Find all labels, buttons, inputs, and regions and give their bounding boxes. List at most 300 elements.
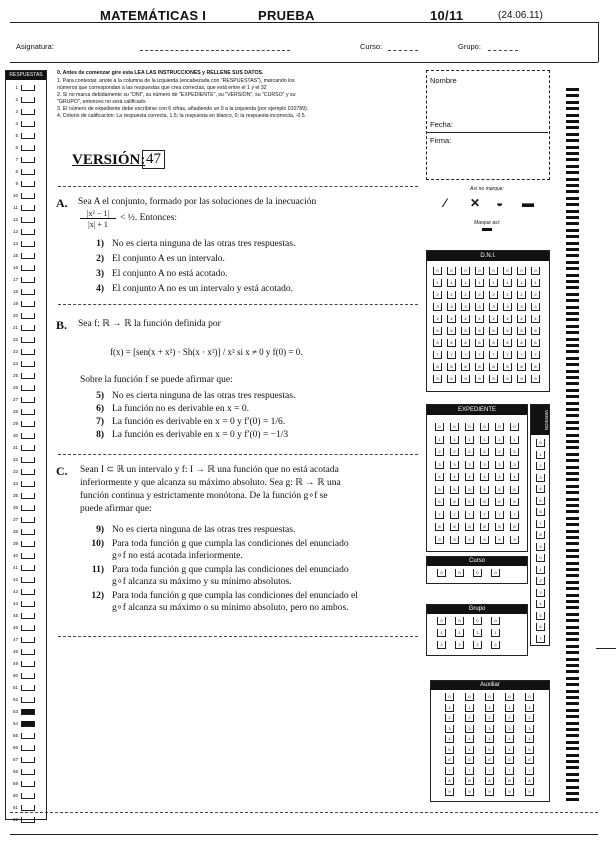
- auxiliar-bubble[interactable]: 8: [525, 777, 534, 785]
- response-box[interactable]: [21, 397, 35, 403]
- response-box[interactable]: [21, 697, 35, 703]
- dni-bubble[interactable]: 6: [475, 339, 484, 347]
- auxiliar-bubble[interactable]: 9: [465, 788, 474, 796]
- auxiliar-bubble[interactable]: 5: [505, 746, 514, 754]
- dni-bubble[interactable]: 3: [447, 303, 456, 311]
- grupo-bubble[interactable]: 1: [491, 629, 500, 637]
- version-bubble[interactable]: 2: [536, 462, 545, 470]
- dni-bubble[interactable]: 6: [461, 339, 470, 347]
- dni-bubble[interactable]: 1: [475, 279, 484, 287]
- response-row[interactable]: [8, 490, 44, 502]
- response-row[interactable]: [8, 202, 44, 214]
- dni-bubble[interactable]: 0: [475, 267, 484, 275]
- auxiliar-bubble[interactable]: 4: [485, 735, 494, 743]
- response-row[interactable]: [8, 226, 44, 238]
- auxiliar-bubble[interactable]: 7: [485, 767, 494, 775]
- dni-bubble[interactable]: 9: [531, 375, 540, 383]
- response-row[interactable]: [8, 334, 44, 346]
- version-bubble[interactable]: 7: [536, 520, 545, 528]
- version-bubble[interactable]: 0: [536, 554, 545, 562]
- dni-bubble[interactable]: 5: [531, 327, 540, 335]
- response-row[interactable]: [8, 382, 44, 394]
- auxiliar-bubble[interactable]: 8: [485, 777, 494, 785]
- dni-bubble[interactable]: 2: [489, 291, 498, 299]
- dni-bubble[interactable]: 0: [531, 267, 540, 275]
- dni-bubble[interactable]: 6: [517, 339, 526, 347]
- response-box[interactable]: [21, 517, 35, 523]
- dni-bubble[interactable]: 9: [503, 375, 512, 383]
- expediente-bubble[interactable]: 3: [465, 461, 474, 469]
- expediente-bubble[interactable]: 7: [465, 511, 474, 519]
- expediente-bubble[interactable]: 5: [450, 486, 459, 494]
- auxiliar-bubble[interactable]: 9: [525, 788, 534, 796]
- dni-bubble[interactable]: 9: [489, 375, 498, 383]
- grupo-bubble[interactable]: 0: [473, 617, 482, 625]
- expediente-bubble[interactable]: 9: [480, 536, 489, 544]
- response-box[interactable]: [21, 505, 35, 511]
- version-bubble[interactable]: 3: [536, 589, 545, 597]
- response-row[interactable]: [8, 742, 44, 754]
- dni-bubble[interactable]: 5: [517, 327, 526, 335]
- response-box[interactable]: [21, 301, 35, 307]
- dni-bubble[interactable]: 8: [475, 363, 484, 371]
- expediente-bubble[interactable]: 5: [510, 486, 519, 494]
- expediente-bubble[interactable]: 1: [510, 436, 519, 444]
- response-box[interactable]: [21, 817, 35, 823]
- auxiliar-bubble[interactable]: 7: [445, 767, 454, 775]
- curso-bubble[interactable]: 0: [437, 569, 446, 577]
- dni-bubble[interactable]: 3: [517, 303, 526, 311]
- expediente-bubble[interactable]: 7: [450, 511, 459, 519]
- expediente-bubble[interactable]: 1: [450, 436, 459, 444]
- dni-bubble[interactable]: 7: [531, 351, 540, 359]
- auxiliar-bubble[interactable]: 1: [465, 704, 474, 712]
- response-box[interactable]: [21, 373, 35, 379]
- dni-bubble[interactable]: 9: [517, 375, 526, 383]
- expediente-bubble[interactable]: 8: [450, 523, 459, 531]
- expediente-bubble[interactable]: 3: [510, 461, 519, 469]
- dni-bubble[interactable]: 5: [503, 327, 512, 335]
- response-box[interactable]: [21, 445, 35, 451]
- dni-bubble[interactable]: 4: [461, 315, 470, 323]
- grupo-bubble[interactable]: 1: [437, 629, 446, 637]
- auxiliar-bubble[interactable]: 4: [445, 735, 454, 743]
- response-box[interactable]: [21, 757, 35, 763]
- expediente-bubble[interactable]: 3: [435, 461, 444, 469]
- auxiliar-bubble[interactable]: 8: [465, 777, 474, 785]
- expediente-bubble[interactable]: 7: [495, 511, 504, 519]
- auxiliar-bubble[interactable]: 9: [505, 788, 514, 796]
- response-box[interactable]: [21, 109, 35, 115]
- response-box[interactable]: [21, 769, 35, 775]
- version-bubble[interactable]: 9: [536, 543, 545, 551]
- response-row[interactable]: [8, 610, 44, 622]
- dni-bubble[interactable]: 8: [433, 363, 442, 371]
- expediente-bubble[interactable]: 9: [510, 536, 519, 544]
- auxiliar-bubble[interactable]: 2: [525, 714, 534, 722]
- expediente-bubble[interactable]: 6: [465, 498, 474, 506]
- version-bubble[interactable]: 5: [536, 612, 545, 620]
- response-box[interactable]: [21, 277, 35, 283]
- dni-bubble[interactable]: 3: [461, 303, 470, 311]
- expediente-bubble[interactable]: 6: [510, 498, 519, 506]
- expediente-bubble[interactable]: 7: [435, 511, 444, 519]
- response-box[interactable]: [21, 601, 35, 607]
- response-row[interactable]: [8, 694, 44, 706]
- dni-bubble[interactable]: 1: [503, 279, 512, 287]
- expediente-bubble[interactable]: 7: [510, 511, 519, 519]
- response-box[interactable]: [21, 313, 35, 319]
- dni-bubble[interactable]: 8: [517, 363, 526, 371]
- dni-bubble[interactable]: 3: [489, 303, 498, 311]
- dni-bubble[interactable]: 0: [447, 267, 456, 275]
- response-box[interactable]: [21, 133, 35, 139]
- dni-bubble[interactable]: 8: [489, 363, 498, 371]
- curso-bubble[interactable]: 0: [455, 569, 464, 577]
- auxiliar-bubble[interactable]: 8: [445, 777, 454, 785]
- response-row[interactable]: [8, 562, 44, 574]
- dni-bubble[interactable]: 3: [433, 303, 442, 311]
- response-row[interactable]: [8, 394, 44, 406]
- dni-bubble[interactable]: 0: [517, 267, 526, 275]
- grupo-bubble[interactable]: 1: [455, 629, 464, 637]
- dni-bubble[interactable]: 3: [531, 303, 540, 311]
- dni-bubble[interactable]: 1: [447, 279, 456, 287]
- version-bubble[interactable]: 6: [536, 508, 545, 516]
- expediente-bubble[interactable]: 0: [450, 423, 459, 431]
- version-bubble[interactable]: 1: [536, 451, 545, 459]
- expediente-bubble[interactable]: 1: [465, 436, 474, 444]
- dni-bubble[interactable]: 6: [447, 339, 456, 347]
- grupo-bubble[interactable]: 0: [491, 617, 500, 625]
- dni-bubble[interactable]: 2: [475, 291, 484, 299]
- response-row[interactable]: [8, 370, 44, 382]
- auxiliar-bubble[interactable]: 5: [445, 746, 454, 754]
- auxiliar-bubble[interactable]: 6: [525, 756, 534, 764]
- auxiliar-bubble[interactable]: 5: [525, 746, 534, 754]
- expediente-bubble[interactable]: 2: [480, 448, 489, 456]
- dni-bubble[interactable]: 8: [531, 363, 540, 371]
- version-bubble[interactable]: 1: [536, 566, 545, 574]
- expediente-bubble[interactable]: 0: [510, 423, 519, 431]
- grupo-bubble[interactable]: 2: [437, 641, 446, 649]
- version-bubble[interactable]: 6: [536, 623, 545, 631]
- dni-bubble[interactable]: 4: [447, 315, 456, 323]
- dni-bubble[interactable]: 5: [475, 327, 484, 335]
- response-box[interactable]: [21, 229, 35, 235]
- auxiliar-bubble[interactable]: 1: [525, 704, 534, 712]
- version-bubble[interactable]: 2: [536, 577, 545, 585]
- response-row[interactable]: [8, 790, 44, 802]
- auxiliar-bubble[interactable]: 2: [505, 714, 514, 722]
- dni-bubble[interactable]: 6: [503, 339, 512, 347]
- dni-bubble[interactable]: 0: [503, 267, 512, 275]
- version-bubble[interactable]: 8: [536, 531, 545, 539]
- response-box[interactable]: [21, 361, 35, 367]
- expediente-bubble[interactable]: 5: [480, 486, 489, 494]
- grupo-bubble[interactable]: 2: [491, 641, 500, 649]
- response-row[interactable]: [8, 298, 44, 310]
- version-bubble[interactable]: 4: [536, 600, 545, 608]
- dni-bubble[interactable]: 5: [433, 327, 442, 335]
- expediente-bubble[interactable]: 4: [465, 473, 474, 481]
- response-box[interactable]: [21, 793, 35, 799]
- dni-bubble[interactable]: 4: [517, 315, 526, 323]
- auxiliar-bubble[interactable]: 2: [485, 714, 494, 722]
- response-row[interactable]: [8, 94, 44, 106]
- auxiliar-bubble[interactable]: 9: [485, 788, 494, 796]
- response-box[interactable]: [21, 589, 35, 595]
- auxiliar-bubble[interactable]: 5: [465, 746, 474, 754]
- response-box[interactable]: [21, 649, 35, 655]
- expediente-bubble[interactable]: 6: [495, 498, 504, 506]
- response-box[interactable]: [21, 565, 35, 571]
- response-row[interactable]: [8, 814, 44, 826]
- response-row[interactable]: [8, 262, 44, 274]
- expediente-bubble[interactable]: 6: [480, 498, 489, 506]
- response-box[interactable]: [21, 625, 35, 631]
- expediente-bubble[interactable]: 3: [480, 461, 489, 469]
- response-box[interactable]: [21, 745, 35, 751]
- response-row[interactable]: [8, 574, 44, 586]
- dni-bubble[interactable]: 4: [503, 315, 512, 323]
- expediente-bubble[interactable]: 0: [495, 423, 504, 431]
- response-row[interactable]: [8, 754, 44, 766]
- dni-bubble[interactable]: 0: [433, 267, 442, 275]
- auxiliar-bubble[interactable]: 6: [505, 756, 514, 764]
- response-row[interactable]: [8, 358, 44, 370]
- auxiliar-bubble[interactable]: 3: [465, 725, 474, 733]
- grupo-bubble[interactable]: 0: [437, 617, 446, 625]
- response-row[interactable]: [8, 706, 44, 718]
- response-row[interactable]: [8, 514, 44, 526]
- dni-bubble[interactable]: 9: [475, 375, 484, 383]
- dni-bubble[interactable]: 9: [461, 375, 470, 383]
- expediente-bubble[interactable]: 9: [495, 536, 504, 544]
- curso-bubble[interactable]: 0: [473, 569, 482, 577]
- dni-bubble[interactable]: 8: [503, 363, 512, 371]
- response-box[interactable]: [21, 805, 35, 811]
- response-row[interactable]: [8, 274, 44, 286]
- response-box[interactable]: [21, 265, 35, 271]
- response-box[interactable]: [21, 85, 35, 91]
- expediente-bubble[interactable]: 8: [510, 523, 519, 531]
- response-row[interactable]: [8, 586, 44, 598]
- response-box[interactable]: [21, 481, 35, 487]
- expediente-bubble[interactable]: 8: [495, 523, 504, 531]
- dni-bubble[interactable]: 5: [489, 327, 498, 335]
- expediente-bubble[interactable]: 9: [465, 536, 474, 544]
- dni-bubble[interactable]: 1: [433, 279, 442, 287]
- expediente-bubble[interactable]: 4: [480, 473, 489, 481]
- version-bubble[interactable]: 7: [536, 635, 545, 643]
- response-row[interactable]: [8, 322, 44, 334]
- response-box[interactable]: [21, 385, 35, 391]
- response-row[interactable]: [8, 130, 44, 142]
- response-box[interactable]: [21, 253, 35, 259]
- expediente-bubble[interactable]: 3: [450, 461, 459, 469]
- dni-bubble[interactable]: 2: [447, 291, 456, 299]
- expediente-bubble[interactable]: 6: [435, 498, 444, 506]
- expediente-bubble[interactable]: 8: [435, 523, 444, 531]
- response-row[interactable]: [8, 406, 44, 418]
- response-row[interactable]: [8, 142, 44, 154]
- auxiliar-bubble[interactable]: 0: [485, 693, 494, 701]
- version-bubble[interactable]: 4: [536, 485, 545, 493]
- response-row[interactable]: [8, 154, 44, 166]
- expediente-bubble[interactable]: 2: [495, 448, 504, 456]
- auxiliar-bubble[interactable]: 9: [445, 788, 454, 796]
- version-bubble[interactable]: 3: [536, 474, 545, 482]
- response-row[interactable]: [8, 250, 44, 262]
- response-row[interactable]: [8, 538, 44, 550]
- version-bubble[interactable]: 5: [536, 497, 545, 505]
- response-row[interactable]: [8, 646, 44, 658]
- response-box[interactable]: [21, 661, 35, 667]
- auxiliar-bubble[interactable]: 4: [465, 735, 474, 743]
- expediente-bubble[interactable]: 2: [450, 448, 459, 456]
- dni-bubble[interactable]: 5: [447, 327, 456, 335]
- expediente-bubble[interactable]: 9: [435, 536, 444, 544]
- auxiliar-bubble[interactable]: 2: [445, 714, 454, 722]
- response-row[interactable]: [8, 526, 44, 538]
- response-row[interactable]: [8, 442, 44, 454]
- response-row[interactable]: [8, 466, 44, 478]
- dni-bubble[interactable]: 8: [461, 363, 470, 371]
- dni-bubble[interactable]: 7: [517, 351, 526, 359]
- response-box[interactable]: [21, 577, 35, 583]
- response-row[interactable]: [8, 550, 44, 562]
- response-box[interactable]: [21, 685, 35, 691]
- dni-bubble[interactable]: 4: [531, 315, 540, 323]
- grupo-bubble[interactable]: 0: [455, 617, 464, 625]
- dni-bubble[interactable]: 4: [489, 315, 498, 323]
- response-row[interactable]: [8, 310, 44, 322]
- response-row[interactable]: [8, 622, 44, 634]
- expediente-bubble[interactable]: 2: [435, 448, 444, 456]
- response-box[interactable]: [21, 781, 35, 787]
- response-row[interactable]: [8, 238, 44, 250]
- response-box[interactable]: [21, 541, 35, 547]
- expediente-bubble[interactable]: 5: [465, 486, 474, 494]
- expediente-bubble[interactable]: 0: [465, 423, 474, 431]
- expediente-bubble[interactable]: 8: [465, 523, 474, 531]
- expediente-bubble[interactable]: 5: [435, 486, 444, 494]
- expediente-bubble[interactable]: 4: [510, 473, 519, 481]
- response-box[interactable]: [21, 553, 35, 559]
- auxiliar-bubble[interactable]: 4: [525, 735, 534, 743]
- dni-bubble[interactable]: 1: [517, 279, 526, 287]
- auxiliar-bubble[interactable]: 3: [485, 725, 494, 733]
- response-row[interactable]: [8, 106, 44, 118]
- expediente-bubble[interactable]: 1: [480, 436, 489, 444]
- auxiliar-bubble[interactable]: 3: [505, 725, 514, 733]
- response-box[interactable]: [21, 181, 35, 187]
- response-row[interactable]: [8, 430, 44, 442]
- expediente-bubble[interactable]: 5: [495, 486, 504, 494]
- response-box[interactable]: [21, 493, 35, 499]
- response-box[interactable]: [21, 469, 35, 475]
- dni-bubble[interactable]: 2: [517, 291, 526, 299]
- response-box[interactable]: [21, 97, 35, 103]
- expediente-bubble[interactable]: 4: [435, 473, 444, 481]
- response-box[interactable]: [21, 337, 35, 343]
- auxiliar-bubble[interactable]: 6: [485, 756, 494, 764]
- response-row[interactable]: [8, 670, 44, 682]
- expediente-bubble[interactable]: 8: [480, 523, 489, 531]
- response-row[interactable]: [8, 730, 44, 742]
- response-row[interactable]: [8, 478, 44, 490]
- auxiliar-bubble[interactable]: 0: [445, 693, 454, 701]
- version-bubble[interactable]: 0: [536, 439, 545, 447]
- dni-bubble[interactable]: 3: [475, 303, 484, 311]
- response-row[interactable]: [8, 658, 44, 670]
- auxiliar-bubble[interactable]: 1: [505, 704, 514, 712]
- response-row[interactable]: [8, 118, 44, 130]
- response-box[interactable]: [21, 289, 35, 295]
- auxiliar-bubble[interactable]: 5: [485, 746, 494, 754]
- response-box[interactable]: [21, 433, 35, 439]
- response-row[interactable]: [8, 178, 44, 190]
- dni-bubble[interactable]: 0: [489, 267, 498, 275]
- expediente-bubble[interactable]: 9: [450, 536, 459, 544]
- grupo-bubble[interactable]: 2: [455, 641, 464, 649]
- grupo-bubble[interactable]: 2: [473, 641, 482, 649]
- response-box[interactable]: [21, 409, 35, 415]
- response-row[interactable]: [8, 286, 44, 298]
- expediente-bubble[interactable]: 1: [495, 436, 504, 444]
- grupo-bubble[interactable]: 1: [473, 629, 482, 637]
- auxiliar-bubble[interactable]: 7: [465, 767, 474, 775]
- response-box[interactable]: [21, 121, 35, 127]
- response-box[interactable]: [21, 457, 35, 463]
- response-row[interactable]: [8, 778, 44, 790]
- auxiliar-bubble[interactable]: 7: [505, 767, 514, 775]
- dni-bubble[interactable]: 9: [447, 375, 456, 383]
- response-box[interactable]: [21, 529, 35, 535]
- auxiliar-bubble[interactable]: 0: [505, 693, 514, 701]
- response-box[interactable]: [21, 145, 35, 151]
- auxiliar-bubble[interactable]: 3: [525, 725, 534, 733]
- dni-bubble[interactable]: 6: [531, 339, 540, 347]
- auxiliar-bubble[interactable]: 0: [465, 693, 474, 701]
- dni-bubble[interactable]: 7: [503, 351, 512, 359]
- dni-bubble[interactable]: 7: [447, 351, 456, 359]
- expediente-bubble[interactable]: 2: [510, 448, 519, 456]
- response-box[interactable]: [21, 169, 35, 175]
- response-box[interactable]: [21, 637, 35, 643]
- dni-bubble[interactable]: 8: [447, 363, 456, 371]
- dni-bubble[interactable]: 2: [503, 291, 512, 299]
- response-box[interactable]: [21, 157, 35, 163]
- dni-bubble[interactable]: 7: [461, 351, 470, 359]
- response-row[interactable]: [8, 454, 44, 466]
- auxiliar-bubble[interactable]: 0: [525, 693, 534, 701]
- response-row[interactable]: [8, 766, 44, 778]
- auxiliar-bubble[interactable]: 6: [465, 756, 474, 764]
- response-box[interactable]: [21, 193, 35, 199]
- expediente-bubble[interactable]: 7: [480, 511, 489, 519]
- auxiliar-bubble[interactable]: 4: [505, 735, 514, 743]
- response-row[interactable]: [8, 190, 44, 202]
- response-box[interactable]: [21, 733, 35, 739]
- auxiliar-bubble[interactable]: 2: [465, 714, 474, 722]
- dni-bubble[interactable]: 9: [433, 375, 442, 383]
- response-box[interactable]: [21, 241, 35, 247]
- response-row[interactable]: [8, 634, 44, 646]
- response-row[interactable]: [8, 598, 44, 610]
- auxiliar-bubble[interactable]: 8: [505, 777, 514, 785]
